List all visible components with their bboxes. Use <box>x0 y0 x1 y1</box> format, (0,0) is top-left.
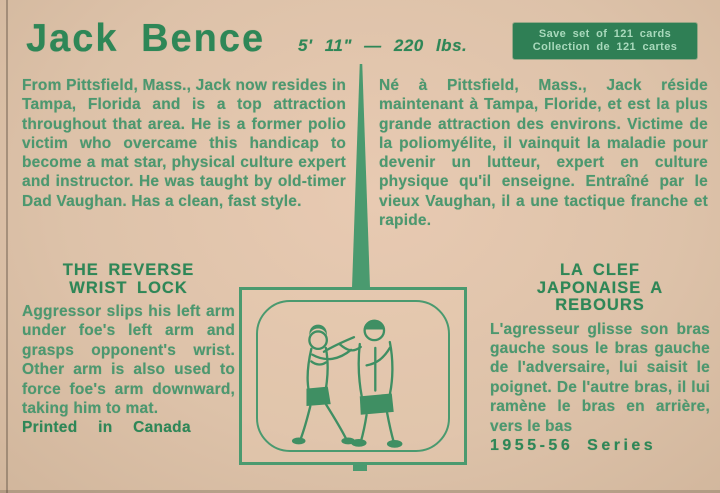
bio-paragraph-french: Né à Pittsfield, Mass., Jack réside maintenant à Tampa, Floride, et est la plus grande attraction des environs. Victime de la poliomyélite, il vainquit la maladie pour devenir un lutteur, expert en culture physique qu'il enseigne. Entraîné par le vieux Vaughan, il a une tactique franche et rapide. <box>379 77 708 230</box>
tv-screen <box>256 300 450 452</box>
card-edge-shadow-left <box>6 0 8 493</box>
series-label: 1955-56 Series <box>490 436 657 454</box>
badge-line-fr: Collection de 121 cartes <box>532 41 678 53</box>
column-divider-wedge <box>352 64 370 288</box>
height-weight-stats: 5' 11" — 220 lbs. <box>298 36 468 55</box>
tv-illustration <box>239 287 467 465</box>
move-heading-french: LA CLEF JAPONAISE A REBOURS <box>536 261 664 314</box>
move-body-english: Aggressor slips his left arm under foe's left arm and grasps opponent's wrist. Other arm is also used to force foe's arm downward, taking him to mat. <box>22 303 235 418</box>
move-section-english <box>22 262 235 437</box>
move-body-french: L'agresseur glisse son bras gauche sous le bras gauche de l'adversaire, lui saisit le poignet. De l'autre bras, il lui ramène le bras en arrière, vers le bas <box>490 320 710 435</box>
badge-line-en: Save set of 121 cards <box>538 28 672 40</box>
move-heading-english: THE REVERSE WRIST LOCK <box>62 261 195 297</box>
bio-paragraph-english: From Pittsfield, Mass., Jack now resides in Tampa, Florida and is a top attraction throughout that area. He is a former polio victim who overcame this handicap to become a mat star, physical culture expert and instructor. He was taught by old-timer Dad Vaughan. Has a clean, fast style. <box>22 77 346 210</box>
page-title: Jack Bence <box>26 17 266 61</box>
move-section-french <box>490 262 710 455</box>
tv-stand <box>353 464 367 471</box>
printed-in-canada-label: Printed in Canada <box>22 419 191 437</box>
wrestlers-illustration-icon <box>258 302 448 450</box>
collect-set-badge <box>513 23 697 59</box>
